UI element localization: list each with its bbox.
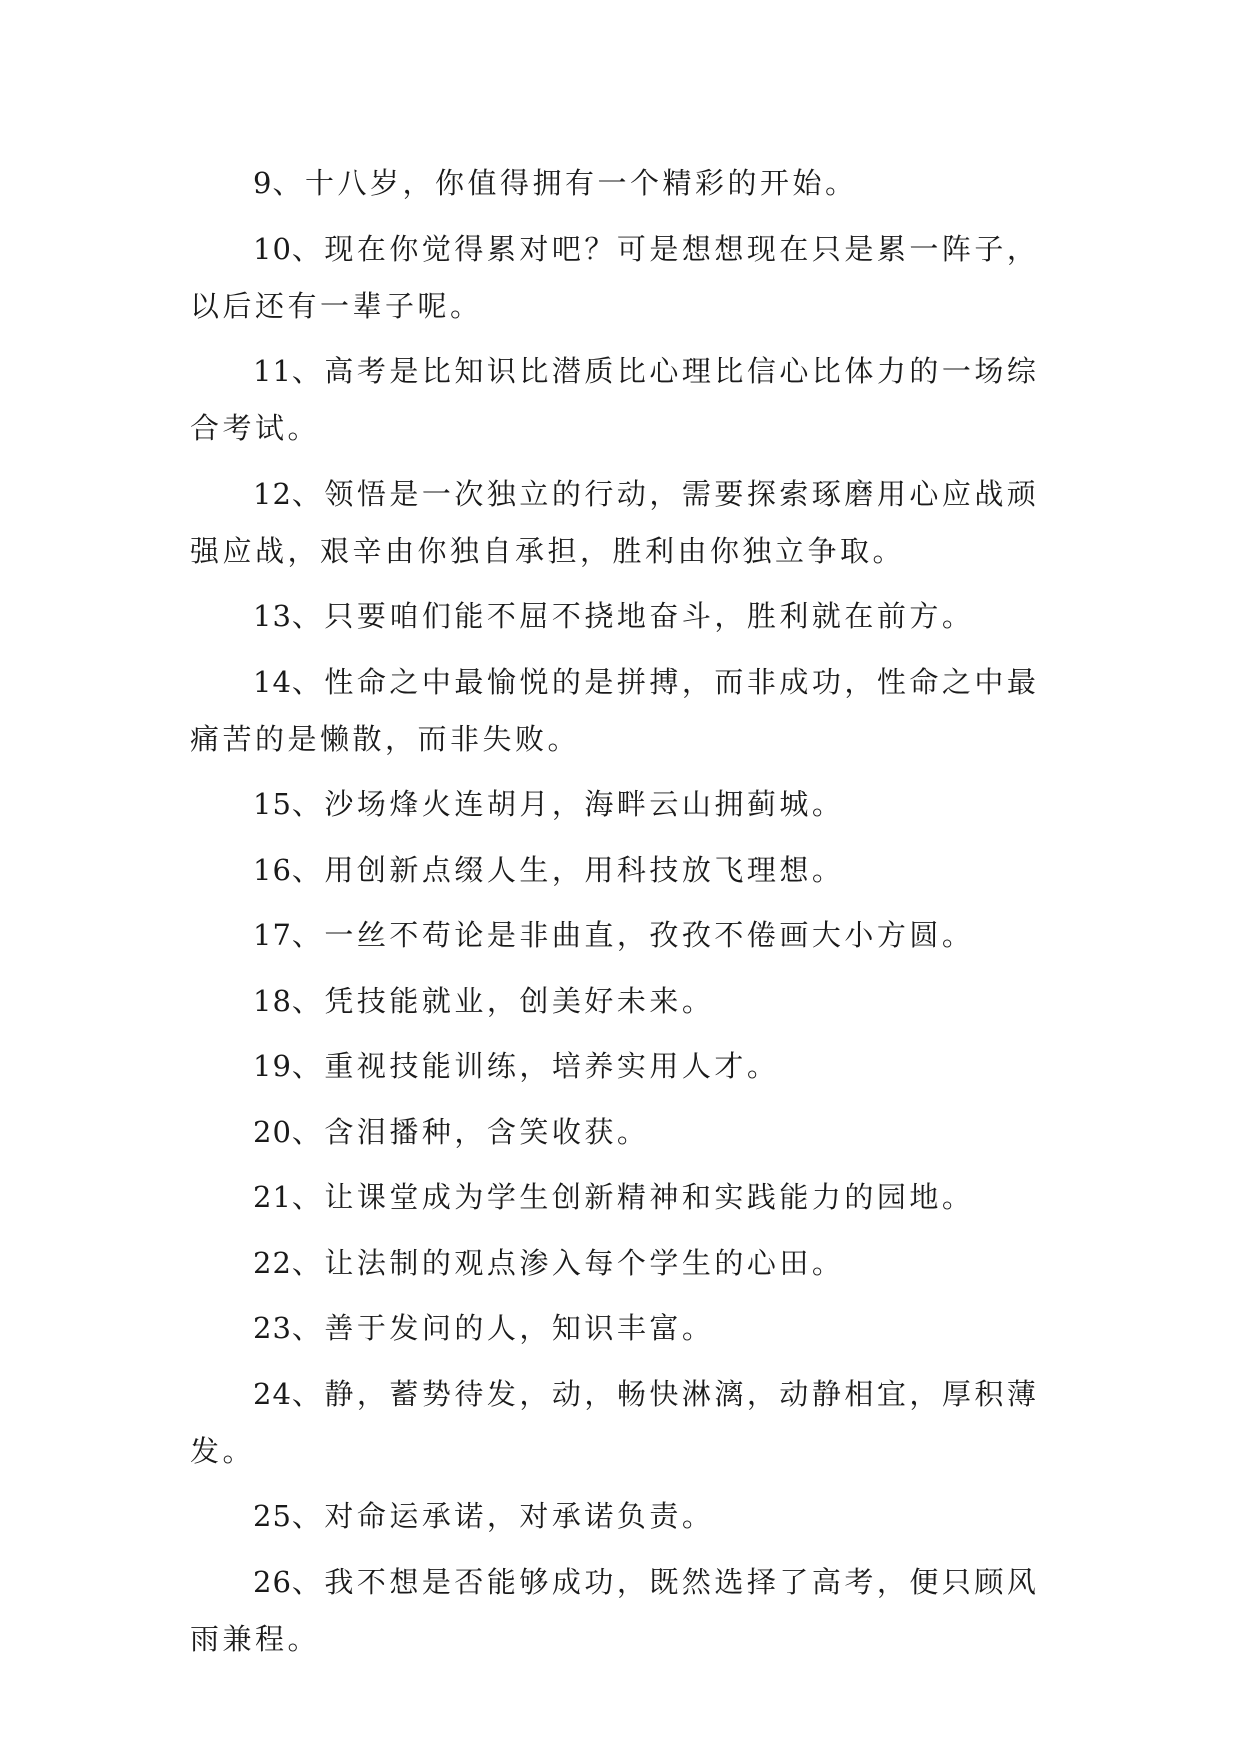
item-text: 沙场烽火连胡月，海畔云山拥蓟城。: [324, 787, 845, 821]
item-number: 23: [253, 1311, 292, 1345]
item-text: 高考是比知识比潜质比心理比信心比体力的一场综合考试。: [190, 354, 1040, 445]
quote-list: [190, 155, 1052, 1676]
item-separator: 、: [291, 1180, 325, 1214]
item-separator: 、: [291, 1499, 325, 1533]
list-item: [190, 1554, 1052, 1668]
list-item: [190, 776, 1052, 833]
item-separator: 、: [291, 664, 325, 699]
list-item: [190, 155, 1052, 212]
item-number: 26: [253, 1564, 292, 1599]
item-number: 13: [253, 599, 292, 633]
item-separator: 、: [291, 1564, 325, 1599]
item-text: 性命之中最愉悦的是拼搏，而非成功，性命之中最痛苦的是懒散，而非失败。: [190, 664, 1040, 756]
item-separator: 、: [291, 231, 325, 266]
item-separator: 、: [291, 1245, 325, 1280]
item-separator: 、: [291, 1049, 325, 1083]
list-item: [190, 1488, 1052, 1545]
item-number: 19: [253, 1049, 292, 1083]
item-number: 25: [253, 1499, 292, 1533]
item-number: 14: [253, 664, 292, 699]
item-text: 只要咱们能不屈不挠地奋斗，胜利就在前方。: [324, 599, 975, 633]
list-item: [190, 973, 1052, 1030]
item-separator: 、: [291, 1376, 325, 1411]
list-item: [190, 1235, 1052, 1292]
list-item: [190, 588, 1052, 645]
item-number: 17: [253, 918, 292, 952]
list-item: [190, 654, 1052, 768]
item-text: 凭技能就业，创美好未来。: [324, 983, 715, 1018]
item-text: 让课堂成为学生创新精神和实践能力的园地。: [324, 1180, 975, 1214]
list-item: [190, 1104, 1052, 1161]
item-separator: 、: [291, 1311, 325, 1345]
item-number: 10: [253, 231, 292, 266]
item-separator: 、: [291, 983, 325, 1018]
list-item: [190, 1300, 1052, 1357]
item-separator: 、: [291, 918, 325, 952]
item-text: 现在你觉得累对吧？可是想想现在只是累一阵子，以后还有一辈子呢。: [190, 231, 1040, 323]
item-number: 15: [253, 787, 292, 821]
item-text: 含泪播种，含笑收获。: [324, 1114, 650, 1149]
list-item: [190, 343, 1052, 457]
item-text: 重视技能训练，培养实用人才。: [324, 1049, 780, 1083]
item-separator: 、: [291, 787, 325, 821]
list-item: [190, 1038, 1052, 1095]
item-number: 11: [253, 354, 292, 388]
list-item: [190, 842, 1052, 899]
item-separator: 、: [291, 599, 325, 633]
item-number: 12: [253, 476, 292, 511]
item-text: 领悟是一次独立的行动，需要探索琢磨用心应战顽强应战，艰辛由你独自承担，胜利由你独立争取。: [190, 476, 1040, 568]
list-item: [190, 1366, 1052, 1480]
list-item: [190, 1169, 1052, 1226]
item-separator: 、: [291, 354, 325, 388]
item-text: 让法制的观点渗入每个学生的心田。: [324, 1245, 845, 1280]
item-number: 20: [253, 1114, 292, 1149]
item-text: 对命运承诺，对承诺负责。: [324, 1499, 715, 1533]
item-number: 16: [253, 852, 292, 887]
item-separator: 、: [291, 476, 325, 511]
item-number: 18: [253, 983, 292, 1018]
item-text: 十八岁，你值得拥有一个精彩的开始。: [304, 166, 858, 200]
item-text: 善于发问的人，知识丰富。: [324, 1311, 715, 1345]
item-separator: 、: [291, 852, 325, 887]
item-separator: 、: [272, 166, 305, 200]
item-text: 静，蓄势待发，动，畅快淋漓，动静相宜，厚积薄发。: [190, 1376, 1040, 1468]
item-number: 24: [253, 1376, 292, 1411]
list-item: [190, 466, 1052, 580]
item-text: 一丝不苟论是非曲直，孜孜不倦画大小方圆。: [324, 918, 975, 952]
list-item: [190, 221, 1052, 335]
item-number: 22: [253, 1245, 292, 1280]
item-text: 我不想是否能够成功，既然选择了高考，便只顾风雨兼程。: [190, 1564, 1040, 1656]
item-number: 9: [253, 166, 273, 200]
item-separator: 、: [291, 1114, 325, 1149]
item-number: 21: [253, 1180, 292, 1214]
item-text: 用创新点缀人生，用科技放飞理想。: [324, 852, 845, 887]
list-item: [190, 907, 1052, 964]
